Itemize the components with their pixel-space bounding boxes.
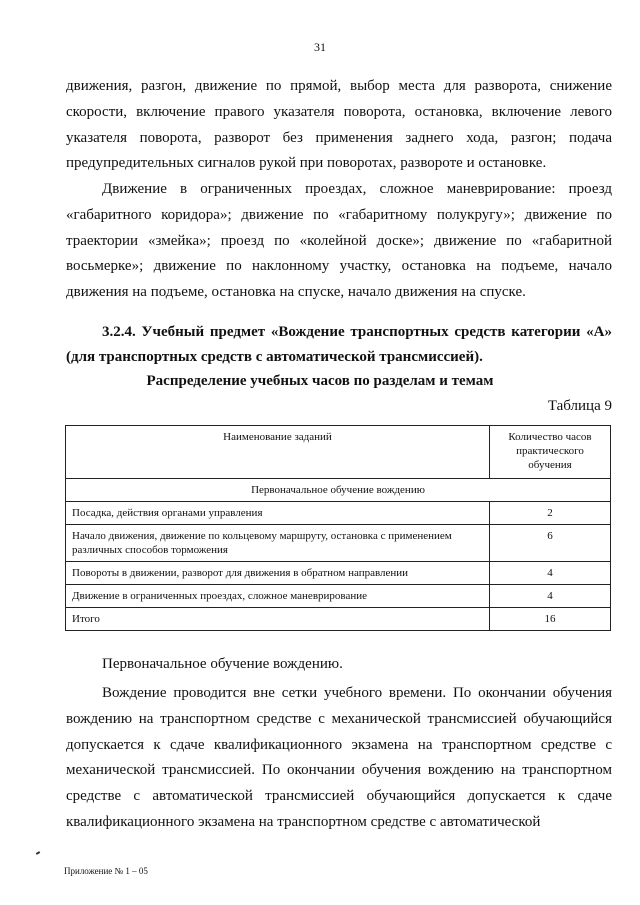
table-header-row (66, 426, 611, 479)
paragraph-restricted-driving: Движение в ограниченных проездах, сложное маневрирование: проезд «габаритного коридора»; движение по «габаритному полукругу»; движение по траектории «змейка»; проезд по «колейной доске»; движение по «габаритной восьмерке»; движение по наклонному участку, остановка на подъеме, начало движения на подъеме, остановка на спуске, начало движения на спуске. (66, 181, 612, 301)
task-hours: 6 (490, 525, 611, 562)
paragraph-initial-training: Первоначальное обучение вождению. (102, 656, 343, 672)
header-hours: Количество часов практического обучения (490, 426, 611, 479)
task-hours: 4 (490, 562, 611, 585)
table-row (66, 502, 611, 525)
section-heading: 3.2.4. Учебный предмет «Вождение транспортных средств категории «А» (для транспортных средств с автоматической трансмиссией). (66, 324, 612, 365)
total-hours: 16 (490, 608, 611, 631)
scan-mark (36, 851, 40, 855)
paragraph-maneuvers: движения, разгон, движение по прямой, выбор места для разворота, снижение скорости, включение правого указателя поворота, остановка, включение левого указателя поворота, разворот без применения заднего хода, разгон; подача предупредительных сигналов рукой при поворотах, развороте и остановке. (66, 78, 612, 172)
paragraph-driving-exam: Вождение проводится вне сетки учебного времени. По окончании обучения вождению на транспортном средстве с механической трансмиссией обучающийся допускается к сдаче квалификационного экзамена на транспортном средстве с механической трансмиссией. По окончании обучения вождению на транспортном средстве с автоматической трансмиссией обучающийся допускается к сдаче квалификационного экзамена на транспортном средстве с автоматической (66, 685, 612, 830)
task-hours: 2 (490, 502, 611, 525)
table-total-row (66, 608, 611, 631)
table-row (66, 562, 611, 585)
hours-table (65, 425, 611, 631)
table-section-row (66, 479, 611, 502)
task-name: Посадка, действия органами управления (66, 502, 490, 525)
task-name: Повороты в движении, разворот для движения в обратном направлении (66, 562, 490, 585)
footer-note: Приложение № 1 – 05 (64, 866, 148, 876)
task-hours: 4 (490, 585, 611, 608)
table-row (66, 585, 611, 608)
table-label: Таблица 9 (547, 398, 612, 414)
table-row (66, 525, 611, 562)
header-task-name: Наименование заданий (66, 426, 490, 479)
section-name: Первоначальное обучение вождению (66, 479, 611, 502)
task-name: Начало движения, движение по кольцевому маршруту, остановка с применением различных способов торможения (66, 525, 490, 562)
total-label: Итого (66, 608, 490, 631)
task-name: Движение в ограниченных проездах, сложное маневрирование (66, 585, 490, 608)
page-number: 31 (314, 40, 326, 54)
table-title: Распределение учебных часов по разделам и темам (146, 373, 494, 389)
